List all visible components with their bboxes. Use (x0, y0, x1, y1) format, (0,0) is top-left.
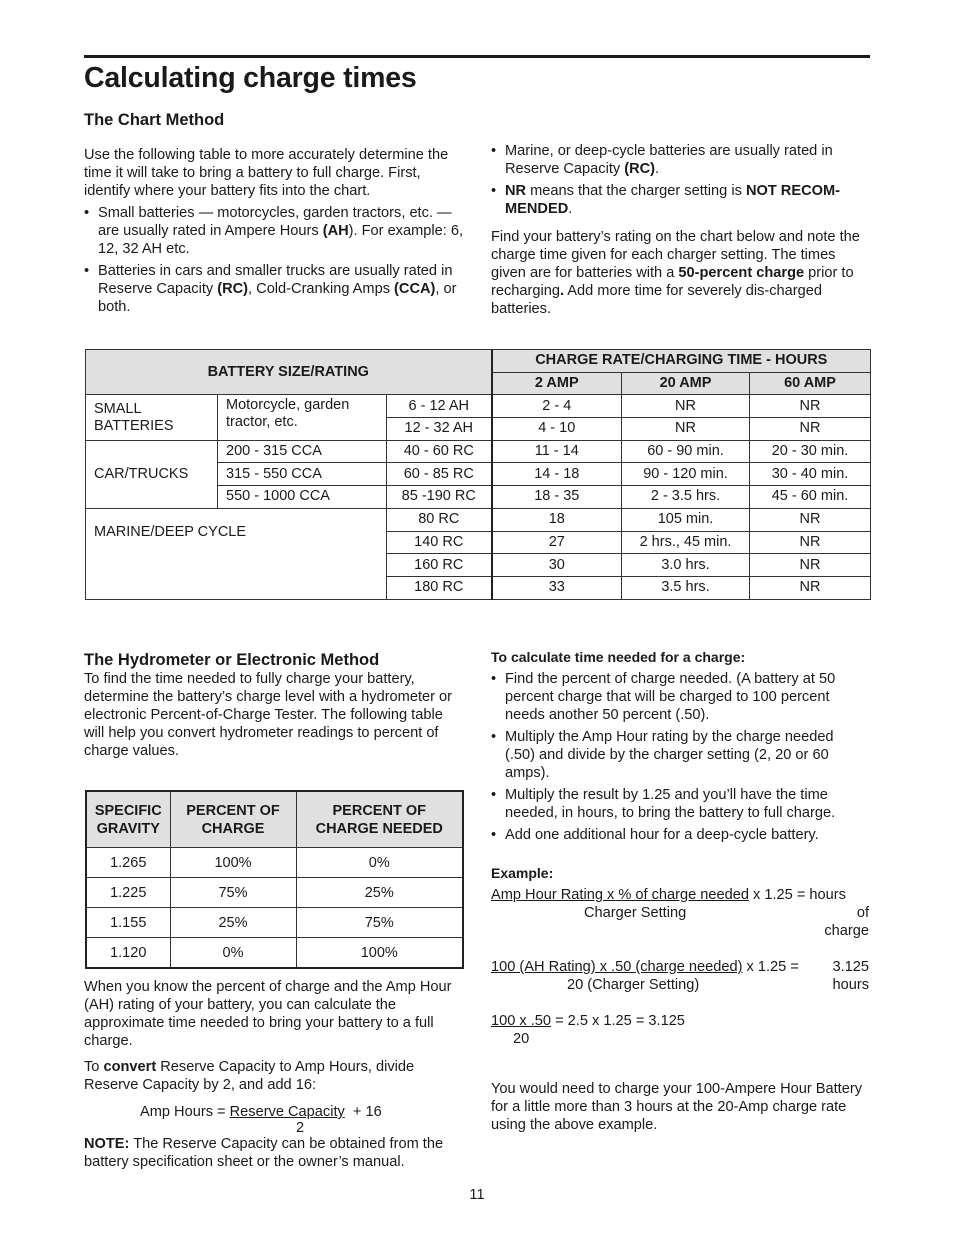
calculate-bullets (491, 670, 866, 844)
chart-method-left (84, 110, 464, 316)
list-item: • Marine, or deep-cycle batteries are usually rated in Reserve Capacity (RC). (491, 142, 873, 178)
table-cell: 3.5 hrs. (622, 576, 750, 599)
page-title: Calculating charge times (84, 62, 417, 94)
small-batteries-desc: Motorcycle, garden tractor, etc. (218, 395, 387, 440)
hydrometer-after-table (84, 978, 464, 1171)
table-cell: 75% (296, 908, 463, 938)
table-cell: 14 - 18 (492, 463, 622, 486)
chart-method-intro: Use the following table to more accurately determine the time it will take to bring a battery to full charge. First, identify where your battery fits into the chart. (84, 147, 449, 199)
table-cell: 100% (296, 938, 463, 969)
example-label: Example: (491, 865, 554, 881)
amp-header: 20 AMP (622, 372, 750, 395)
table-cell: 100% (170, 848, 296, 878)
table-cell: NR (750, 576, 871, 599)
table-cell: 1.265 (86, 848, 170, 878)
table-cell: 25% (296, 878, 463, 908)
column-header: PERCENT OF CHARGE (170, 791, 296, 848)
hydrometer-section (84, 650, 464, 760)
battery-size-header: BATTERY SIZE/RATING (86, 350, 492, 395)
example-formula-1: Amp Hour Rating x % of charge needed x 1.25 = hours Charger Setting of charge (491, 887, 869, 939)
top-rule (84, 55, 870, 58)
table-cell: 33 (492, 576, 622, 599)
chart-method-bullets-left (84, 204, 464, 316)
table-cell: 200 - 315 CCA (218, 440, 387, 463)
list-item: • Add one additional hour for a deep-cycle battery. (491, 826, 866, 844)
chart-method-bullets-right (491, 142, 873, 218)
table-row (86, 908, 463, 938)
amp-header: 2 AMP (492, 372, 622, 395)
convert-formula: Amp Hours = Reserve Capacity + 16 (140, 1104, 382, 1120)
table-cell: 40 - 60 RC (387, 440, 492, 463)
table-cell: NR (750, 508, 871, 531)
list-item: • Batteries in cars and smaller trucks are usually rated in Reserve Capacity (RC), Cold-Cranking Amps (CCA), or both. (84, 262, 464, 316)
table-cell: 18 - 35 (492, 486, 622, 509)
table-cell: 30 - 40 min. (750, 463, 871, 486)
table-header-row (86, 350, 871, 373)
table-cell: 2 - 3.5 hrs. (622, 486, 750, 509)
list-item: • NR means that the charger setting is NOT RECOM-MENDED. (491, 182, 873, 218)
calculate-section (491, 648, 866, 844)
table-cell: 90 - 120 min. (622, 463, 750, 486)
table-cell: 60 - 85 RC (387, 463, 492, 486)
small-batteries-label: SMALL BATTERIES (86, 395, 218, 440)
table-cell: 12 - 32 AH (387, 418, 492, 441)
charge-rate-header: CHARGE RATE/CHARGING TIME - HOURS (492, 350, 871, 373)
table-cell: 2 hrs., 45 min. (622, 531, 750, 554)
table-cell: NR (750, 531, 871, 554)
table-cell: 4 - 10 (492, 418, 622, 441)
list-item: • Find the percent of charge needed. (A battery at 50 percent charge that will be charged to 100 percent needs another 50 percent (.50). (491, 670, 866, 724)
charge-time-table (85, 349, 871, 600)
table-cell: 27 (492, 531, 622, 554)
find-rating-text: Find your battery’s rating on the chart below and note the charge time given for each charger setting. The times given are for batteries with a 50-percent charge prior to recharging. Add more time for severely dis-charged batteries. (491, 229, 860, 317)
table-cell: NR (750, 554, 871, 577)
column-header: SPECIFIC GRAVITY (86, 791, 170, 848)
table-cell: 6 - 12 AH (387, 395, 492, 418)
table-cell: 550 - 1000 CCA (218, 486, 387, 509)
table-cell: NR (750, 395, 871, 418)
table-cell: 18 (492, 508, 622, 531)
table-cell: 160 RC (387, 554, 492, 577)
table-cell: 180 RC (387, 576, 492, 599)
table-row (86, 440, 871, 463)
table-cell: 80 RC (387, 508, 492, 531)
page-number: 11 (469, 1187, 485, 1203)
note-text: NOTE: The Reserve Capacity can be obtained from the battery specification sheet or the owner’s manual. (84, 1136, 444, 1170)
example-section (491, 864, 871, 1134)
car-trucks-label: CAR/TRUCKS (86, 440, 218, 508)
hydrometer-heading: The Hydrometer or Electronic Method (84, 651, 380, 669)
table-row (86, 938, 463, 969)
table-cell: 60 - 90 min. (622, 440, 750, 463)
chart-method-heading: The Chart Method (84, 111, 225, 129)
formula-denominator: 2 (296, 1120, 305, 1136)
table-cell: 85 -190 RC (387, 486, 492, 509)
example-formula-2: 100 (AH Rating) x .50 (charge needed) x 1.25 = 3.125 20 (Charger Setting) hours (491, 959, 869, 993)
table-cell: 140 RC (387, 531, 492, 554)
know-percent-text: When you know the percent of charge and the Amp Hour (AH) rating of your battery, you can calculate the approximate time needed to bring your battery to a full charge. (84, 979, 452, 1049)
calculate-heading: To calculate time needed for a charge: (491, 649, 746, 665)
column-header: PERCENT OF CHARGE NEEDED (296, 791, 463, 848)
table-cell: 11 - 14 (492, 440, 622, 463)
table-cell: NR (622, 395, 750, 418)
conclusion-text: You would need to charge your 100-Ampere Hour Battery for a little more than 3 hours at the 20-Amp charge rate using the above example. (491, 1081, 863, 1133)
table-cell: 0% (170, 938, 296, 969)
table-cell: 2 - 4 (492, 395, 622, 418)
table-cell: 0% (296, 848, 463, 878)
table-header-row (86, 791, 463, 848)
table-cell: 1.225 (86, 878, 170, 908)
list-item: • Small batteries — motorcycles, garden tractors, etc. — are usually rated in Ampere Hours (AH). For example: 6, 12, 32 AH etc. (84, 204, 464, 258)
list-item: • Multiply the result by 1.25 and you’ll have the time needed, in hours, to bring the battery to full charge. (491, 786, 866, 822)
table-cell: 315 - 550 CCA (218, 463, 387, 486)
table-cell: 20 - 30 min. (750, 440, 871, 463)
table-row (86, 848, 463, 878)
table-row (86, 395, 871, 418)
amp-header: 60 AMP (750, 372, 871, 395)
specific-gravity-table (85, 790, 464, 969)
table-cell: 3.0 hrs. (622, 554, 750, 577)
table-cell: 45 - 60 min. (750, 486, 871, 509)
table-row (86, 878, 463, 908)
table-cell: 105 min. (622, 508, 750, 531)
table-cell: NR (750, 418, 871, 441)
hydrometer-intro: To find the time needed to fully charge your battery, determine the battery’s charge level with a hydrometer or electronic Percent-of-Charge Tester. The following table will help you convert hydrometer readings to percent of charge values. (84, 671, 453, 759)
example-formula-3: 100 x .50 = 2.5 x 1.25 = 3.125 20 (491, 1013, 685, 1047)
table-cell: 75% (170, 878, 296, 908)
table-cell: 1.155 (86, 908, 170, 938)
table-cell: 1.120 (86, 938, 170, 969)
table-cell: 30 (492, 554, 622, 577)
table-cell: 25% (170, 908, 296, 938)
chart-method-right (491, 142, 873, 318)
marine-label: MARINE/DEEP CYCLE (86, 508, 387, 599)
table-cell: NR (622, 418, 750, 441)
list-item: • Multiply the Amp Hour rating by the charge needed (.50) and divide by the charger setting (2, 20 or 60 amps). (491, 728, 866, 782)
convert-text: To convert Reserve Capacity to Amp Hours, divide Reserve Capacity by 2, and add 16: (84, 1059, 415, 1093)
table-row (86, 508, 871, 531)
